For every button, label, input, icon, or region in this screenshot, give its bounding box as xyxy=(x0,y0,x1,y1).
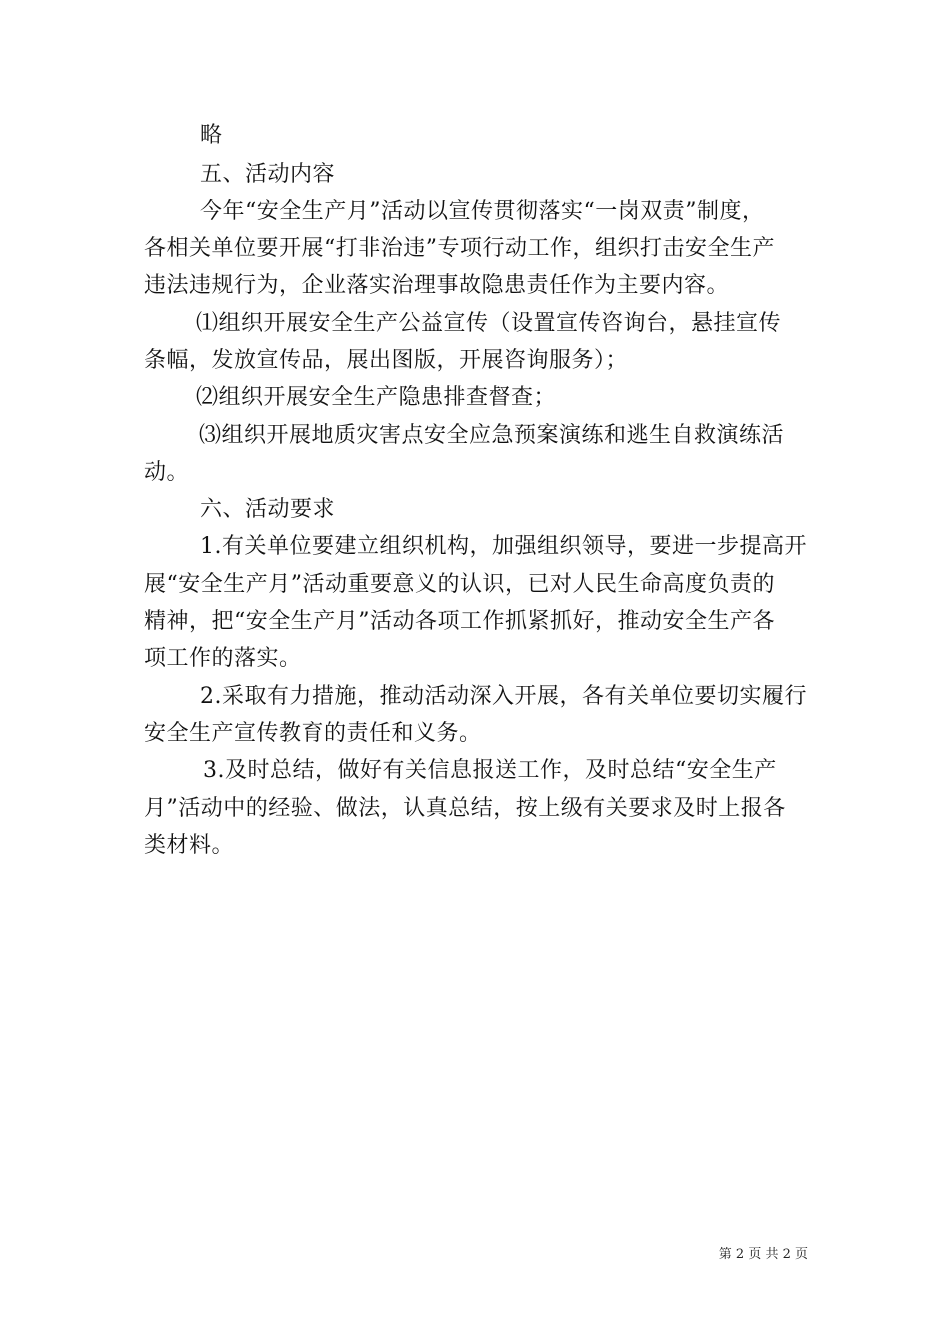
requirement-1-line: 项工作的落实。 xyxy=(144,646,302,671)
requirement-1-line: 1.有关单位要建立组织机构，加强组织领导，要进一步提高开 xyxy=(200,534,807,559)
requirement-3-line: 类材料。 xyxy=(144,833,235,858)
list-item-1-continued: 条幅，发放宣传品，展出图版，开展咨询服务）； xyxy=(144,348,629,373)
section-heading-activity-content: 五、活动内容 xyxy=(200,162,336,187)
requirement-1-line: 展“安全生产月”活动重要意义的认识，已对人民生命高度负责的 xyxy=(144,572,775,597)
list-item-3-continued: 动。 xyxy=(144,460,190,485)
requirement-2-line: 2.采取有力措施，推动活动深入开展，各有关单位要切实履行 xyxy=(200,684,807,709)
page-number-footer: 第 2 页 共 2 页 xyxy=(718,1247,808,1262)
requirement-2-line: 安全生产宣传教育的责任和义务。 xyxy=(144,721,482,746)
requirement-3-line: 月”活动中的经验、做法，认真总结，按上级有关要求及时上报各 xyxy=(144,796,786,821)
line-lue: 略 xyxy=(200,123,223,148)
requirement-3-line: 3.及时总结，做好有关信息报送工作，及时总结“安全生产 xyxy=(203,758,777,783)
list-item-1: ⑴组织开展安全生产公益宣传（设置宣传咨询台，悬挂宣传 xyxy=(196,311,782,336)
section-heading-activity-requirements: 六、活动要求 xyxy=(200,497,336,522)
paragraph-line: 违法违规行为，企业落实治理事故隐患责任作为主要内容。 xyxy=(144,273,730,298)
list-item-2: ⑵组织开展安全生产隐患排查督查； xyxy=(196,385,557,410)
list-item-3: ⑶组织开展地质灾害点安全应急预案演练和逃生自救演练活 xyxy=(199,423,785,448)
paragraph-line: 各相关单位要开展“打非治违”专项行动工作，组织打击安全生产 xyxy=(144,236,775,261)
paragraph-line: 今年“安全生产月”活动以宣传贯彻落实“一岗双责”制度， xyxy=(200,199,765,224)
requirement-1-line: 精神，把“安全生产月”活动各项工作抓紧抓好，推动安全生产各 xyxy=(144,609,775,634)
